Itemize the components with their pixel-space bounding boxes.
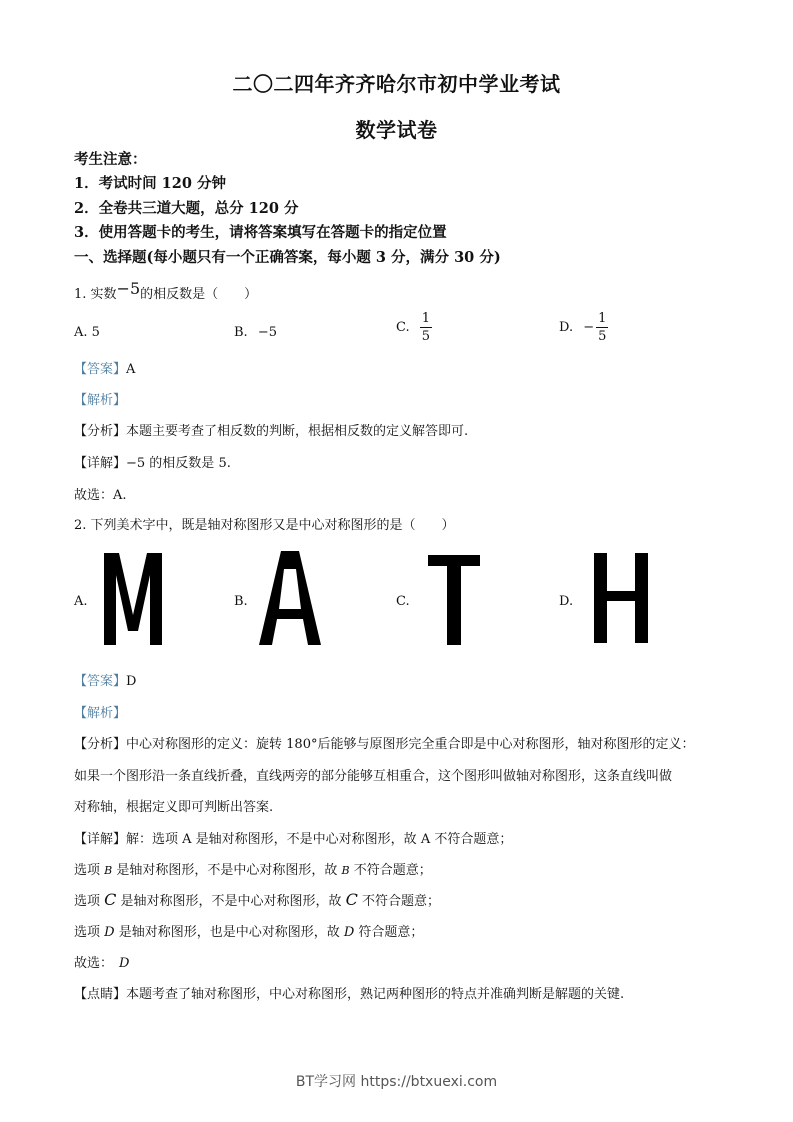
text-segment: 是轴对称图形，不是中心对称图形，故 (191, 832, 421, 847)
conclusion-value: D (119, 956, 130, 971)
answer-label: 【答案】 (74, 674, 127, 689)
xiangjie-label: 【详解】 (74, 832, 127, 847)
q1-option-c-fraction (420, 310, 432, 345)
option-var: C (345, 890, 358, 909)
answer-value: A (126, 362, 136, 377)
q2-fenxi-line-2: 如果一个图形沿一条直线折叠，直线两旁的部分能够互相重合，这个图形叫做轴对称图形，这条直线叫做 (74, 769, 673, 784)
q1-stem-value: −5 (116, 279, 141, 298)
text-segment: 选项 (74, 863, 105, 878)
q1-option-c (396, 310, 432, 345)
fraction-numerator: 1 (421, 311, 431, 326)
q1-stem (74, 279, 258, 302)
q1-analysis-label: 【解析】 (74, 393, 127, 408)
q2-conclusion (74, 952, 129, 971)
text-segment: 选项 (74, 925, 105, 940)
q2-option-c-label: C. (396, 594, 410, 609)
text-segment: 不符合题意； (357, 894, 441, 909)
letter-a-figure (259, 551, 321, 645)
q1-option-b (234, 325, 277, 340)
q2-stem: 2. 下列美术字中，既是轴对称图形又是中心对称图形的是（ ） (74, 518, 455, 533)
option-var: C (104, 890, 117, 909)
exam-subtitle: 数学试卷 (355, 118, 438, 142)
letter-m-figure (104, 553, 162, 645)
answer-value: D (126, 674, 137, 689)
fraction-numerator: 1 (598, 311, 607, 326)
q1-option-a: A. 5 (74, 325, 100, 340)
q1-stem-suffix: 的相反数是（ ） (140, 287, 258, 302)
q1-option-c-label: C. (396, 320, 410, 335)
fenxi-label: 【分析】 (74, 424, 127, 439)
fraction-denominator: 5 (598, 329, 607, 344)
xiangjie-text: −5 的相反数是 5. (126, 456, 231, 471)
q2-fenxi-line-1 (74, 733, 694, 752)
fenxi-label: 【分析】 (74, 737, 127, 752)
dianjing-label: 【点睛】 (74, 987, 127, 1002)
option-var: B (341, 864, 350, 877)
text-segment: 不符合题意； (430, 832, 513, 847)
q1-option-b-label: B. (234, 325, 248, 340)
conclusion-label: 故选： (74, 956, 114, 971)
text-segment: 不符合题意； (349, 863, 432, 878)
option-var: A (420, 832, 431, 847)
notice-item-1: 1．考试时间 120 分钟 (74, 175, 226, 192)
option-var: B (104, 864, 113, 877)
text-segment: 是轴对称图形，不是中心对称图形，故 (116, 894, 346, 909)
option-var: D (104, 925, 115, 940)
q1-answer (74, 358, 135, 377)
q1-fenxi (74, 420, 468, 439)
text-segment: 选项 (74, 894, 105, 909)
q2-xiangjie-line-3 (74, 890, 440, 909)
q1-option-d (559, 310, 608, 345)
exam-title: 二〇二四年齐齐哈尔市初中学业考试 (232, 72, 561, 96)
xiangjie-label: 【详解】 (74, 456, 127, 471)
option-var: D (343, 925, 355, 940)
text-segment: 符合题意； (354, 925, 424, 940)
dianjing-text: 本题考查了轴对称图形，中心对称图形，熟记两种图形的特点并准确判断是解题的关键. (126, 987, 625, 1002)
q2-dianjing (74, 983, 624, 1002)
q2-xiangjie-line-1 (74, 828, 512, 847)
answer-label: 【答案】 (74, 362, 127, 377)
notice-item-3: 3．使用答题卡的考生，请将答案填写在答题卡的指定位置 (74, 224, 447, 241)
letter-h-figure (594, 553, 648, 643)
fenxi-text: 中心对称图形的定义：旋转 180°后能够与原图形完全重合即是中心对称图形，轴对称图形的定义： (126, 737, 695, 752)
q1-option-d-sign: − (583, 320, 595, 335)
notice-item-2: 2．全卷共三道大题，总分 120 分 (74, 200, 299, 217)
text-segment: 解：选项 (126, 832, 183, 847)
q2-analysis-label: 【解析】 (74, 706, 127, 721)
fraction-denominator: 5 (421, 329, 431, 344)
q2-option-b-label: B. (234, 594, 248, 609)
text-segment: 是轴对称图形，也是中心对称图形，故 (114, 925, 344, 940)
notice-heading: 考生注意： (74, 151, 147, 168)
q1-option-b-value: −5 (257, 325, 277, 340)
q1-conclusion: 故选：A. (74, 488, 127, 503)
q1-stem-prefix: 1. 实数 (74, 287, 117, 302)
q2-option-a-label: A. (74, 594, 88, 609)
q1-xiangjie (74, 452, 231, 471)
footer-watermark: BT学习网 https://btxuexi.com (295, 1074, 498, 1090)
q2-answer (74, 670, 136, 689)
letter-t-figure (428, 555, 480, 645)
text-segment: 是轴对称图形，不是中心对称图形，故 (112, 863, 342, 878)
q2-fenxi-line-3: 对称轴，根据定义即可判断出答案. (74, 800, 274, 815)
option-var: A (182, 832, 192, 847)
q2-option-d-label: D. (559, 594, 574, 609)
fenxi-text: 本题主要考查了相反数的判断，根据相反数的定义解答即可. (126, 424, 469, 439)
q2-xiangjie-line-2 (74, 859, 432, 878)
q1-option-d-fraction (596, 310, 608, 345)
q2-xiangjie-line-4 (74, 921, 423, 940)
section-heading: 一、选择题(每小题只有一个正确答案，每小题 3 分，满分 30 分) (74, 249, 501, 266)
q1-option-d-label: D. (559, 320, 574, 335)
